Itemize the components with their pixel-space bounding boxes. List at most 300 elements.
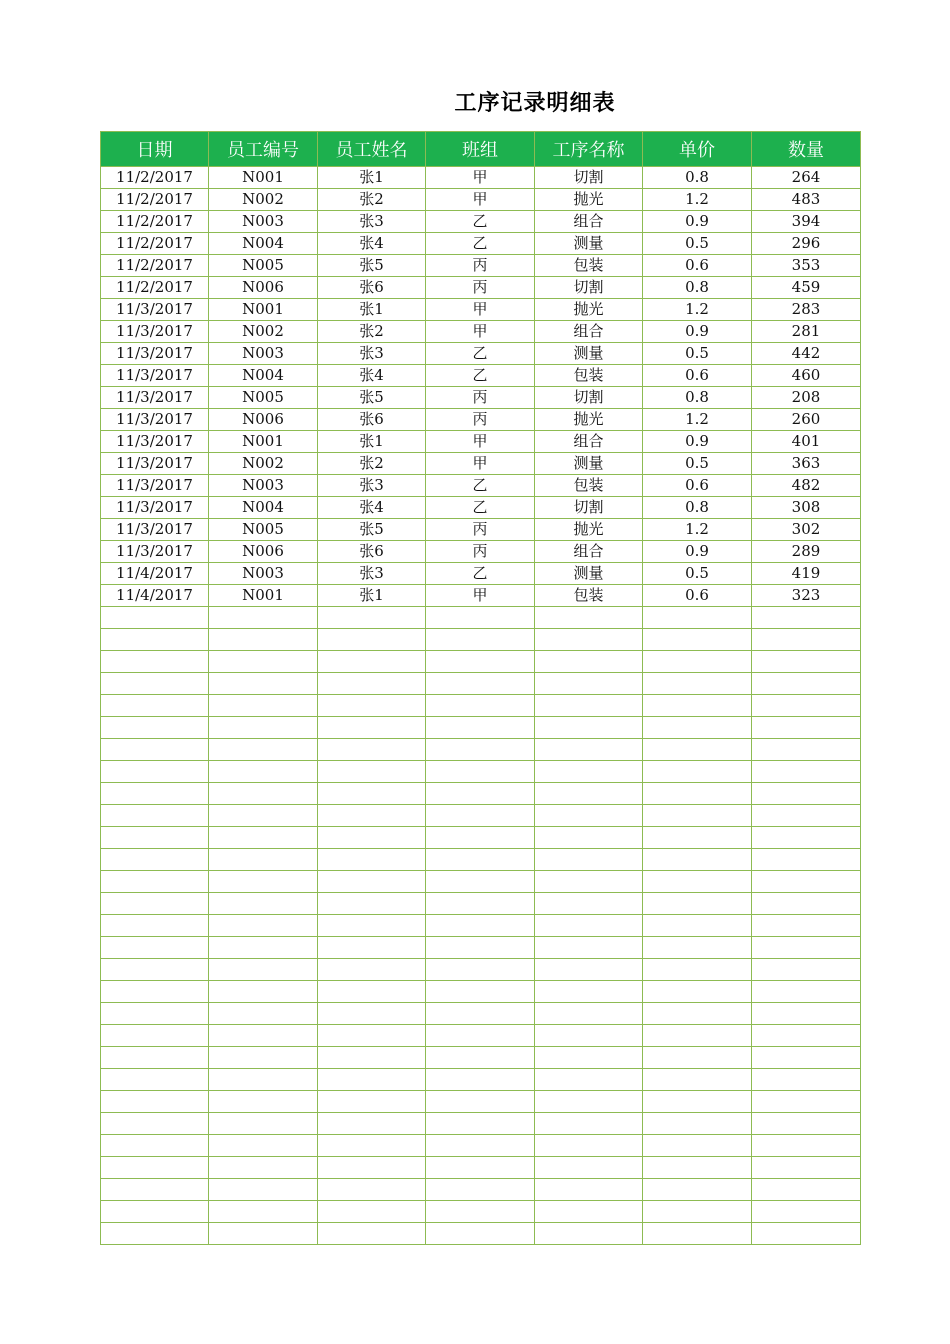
empty-cell[interactable] (101, 673, 209, 695)
empty-cell[interactable] (643, 981, 752, 1003)
quantity-cell[interactable]: 260 (752, 409, 861, 431)
empty-cell[interactable] (426, 827, 535, 849)
empty-cell[interactable] (318, 1091, 426, 1113)
date-cell[interactable]: 11/3/2017 (101, 387, 209, 409)
empty-cell[interactable] (643, 915, 752, 937)
empty-cell[interactable] (209, 937, 318, 959)
unit-price-cell[interactable]: 0.8 (643, 167, 752, 189)
empty-cell[interactable] (209, 849, 318, 871)
employee-id-cell[interactable]: N003 (209, 211, 318, 233)
empty-cell[interactable] (643, 827, 752, 849)
empty-cell[interactable] (318, 1135, 426, 1157)
empty-cell[interactable] (101, 1135, 209, 1157)
empty-cell[interactable] (426, 1091, 535, 1113)
empty-cell[interactable] (426, 783, 535, 805)
unit-price-cell[interactable]: 0.6 (643, 585, 752, 607)
employee-id-cell[interactable]: N004 (209, 365, 318, 387)
empty-cell[interactable] (426, 937, 535, 959)
empty-cell[interactable] (643, 1025, 752, 1047)
employee-name-cell[interactable]: 张3 (318, 475, 426, 497)
team-cell[interactable]: 丙 (426, 409, 535, 431)
unit-price-cell[interactable]: 0.8 (643, 497, 752, 519)
empty-cell[interactable] (101, 1069, 209, 1091)
team-cell[interactable]: 甲 (426, 321, 535, 343)
empty-cell[interactable] (101, 607, 209, 629)
empty-cell[interactable] (101, 805, 209, 827)
quantity-cell[interactable]: 483 (752, 189, 861, 211)
empty-cell[interactable] (643, 739, 752, 761)
empty-cell[interactable] (752, 805, 861, 827)
empty-cell[interactable] (318, 629, 426, 651)
empty-cell[interactable] (752, 673, 861, 695)
unit-price-cell[interactable]: 0.9 (643, 541, 752, 563)
empty-cell[interactable] (535, 1179, 643, 1201)
empty-cell[interactable] (426, 871, 535, 893)
quantity-cell[interactable]: 442 (752, 343, 861, 365)
empty-cell[interactable] (643, 1179, 752, 1201)
employee-name-cell[interactable]: 张4 (318, 365, 426, 387)
column-header-process-name[interactable]: 工序名称 (535, 132, 643, 167)
quantity-cell[interactable]: 296 (752, 233, 861, 255)
empty-cell[interactable] (752, 1047, 861, 1069)
date-cell[interactable]: 11/3/2017 (101, 541, 209, 563)
employee-id-cell[interactable]: N006 (209, 277, 318, 299)
empty-cell[interactable] (752, 937, 861, 959)
empty-cell[interactable] (101, 761, 209, 783)
employee-id-cell[interactable]: N001 (209, 167, 318, 189)
empty-cell[interactable] (426, 1223, 535, 1245)
employee-name-cell[interactable]: 张5 (318, 387, 426, 409)
process-name-cell[interactable]: 包装 (535, 475, 643, 497)
employee-id-cell[interactable]: N006 (209, 409, 318, 431)
unit-price-cell[interactable]: 0.8 (643, 387, 752, 409)
team-cell[interactable]: 丙 (426, 387, 535, 409)
quantity-cell[interactable]: 283 (752, 299, 861, 321)
date-cell[interactable]: 11/2/2017 (101, 211, 209, 233)
empty-cell[interactable] (752, 1003, 861, 1025)
unit-price-cell[interactable]: 1.2 (643, 519, 752, 541)
column-header-date[interactable]: 日期 (101, 132, 209, 167)
empty-cell[interactable] (535, 915, 643, 937)
empty-cell[interactable] (535, 1157, 643, 1179)
empty-cell[interactable] (752, 1025, 861, 1047)
empty-cell[interactable] (643, 1223, 752, 1245)
empty-cell[interactable] (318, 1047, 426, 1069)
quantity-cell[interactable]: 394 (752, 211, 861, 233)
empty-cell[interactable] (101, 937, 209, 959)
empty-cell[interactable] (101, 717, 209, 739)
empty-cell[interactable] (535, 761, 643, 783)
empty-cell[interactable] (209, 673, 318, 695)
empty-cell[interactable] (101, 1025, 209, 1047)
quantity-cell[interactable]: 401 (752, 431, 861, 453)
employee-name-cell[interactable]: 张6 (318, 541, 426, 563)
team-cell[interactable]: 甲 (426, 167, 535, 189)
empty-cell[interactable] (535, 1091, 643, 1113)
team-cell[interactable]: 乙 (426, 365, 535, 387)
empty-cell[interactable] (643, 717, 752, 739)
quantity-cell[interactable]: 302 (752, 519, 861, 541)
empty-cell[interactable] (426, 1157, 535, 1179)
empty-cell[interactable] (426, 1135, 535, 1157)
empty-cell[interactable] (643, 871, 752, 893)
quantity-cell[interactable]: 289 (752, 541, 861, 563)
empty-cell[interactable] (643, 805, 752, 827)
quantity-cell[interactable]: 308 (752, 497, 861, 519)
employee-name-cell[interactable]: 张1 (318, 585, 426, 607)
date-cell[interactable]: 11/3/2017 (101, 519, 209, 541)
empty-cell[interactable] (752, 871, 861, 893)
process-name-cell[interactable]: 切割 (535, 497, 643, 519)
empty-cell[interactable] (426, 1025, 535, 1047)
empty-cell[interactable] (318, 1003, 426, 1025)
empty-cell[interactable] (752, 717, 861, 739)
employee-id-cell[interactable]: N003 (209, 475, 318, 497)
empty-cell[interactable] (426, 673, 535, 695)
process-name-cell[interactable]: 切割 (535, 277, 643, 299)
employee-name-cell[interactable]: 张4 (318, 497, 426, 519)
empty-cell[interactable] (101, 783, 209, 805)
empty-cell[interactable] (426, 651, 535, 673)
unit-price-cell[interactable]: 1.2 (643, 299, 752, 321)
team-cell[interactable]: 丙 (426, 255, 535, 277)
empty-cell[interactable] (318, 1223, 426, 1245)
empty-cell[interactable] (752, 1179, 861, 1201)
empty-cell[interactable] (318, 651, 426, 673)
empty-cell[interactable] (643, 1069, 752, 1091)
employee-name-cell[interactable]: 张2 (318, 321, 426, 343)
team-cell[interactable]: 丙 (426, 541, 535, 563)
quantity-cell[interactable]: 323 (752, 585, 861, 607)
unit-price-cell[interactable]: 0.6 (643, 365, 752, 387)
empty-cell[interactable] (643, 651, 752, 673)
empty-cell[interactable] (209, 1069, 318, 1091)
empty-cell[interactable] (752, 849, 861, 871)
empty-cell[interactable] (426, 849, 535, 871)
empty-cell[interactable] (101, 1047, 209, 1069)
quantity-cell[interactable]: 208 (752, 387, 861, 409)
employee-name-cell[interactable]: 张3 (318, 343, 426, 365)
date-cell[interactable]: 11/3/2017 (101, 475, 209, 497)
employee-name-cell[interactable]: 张6 (318, 277, 426, 299)
empty-cell[interactable] (318, 1201, 426, 1223)
team-cell[interactable]: 丙 (426, 519, 535, 541)
empty-cell[interactable] (209, 1179, 318, 1201)
empty-cell[interactable] (318, 893, 426, 915)
empty-cell[interactable] (101, 1113, 209, 1135)
empty-cell[interactable] (101, 827, 209, 849)
unit-price-cell[interactable]: 0.5 (643, 563, 752, 585)
empty-cell[interactable] (752, 915, 861, 937)
empty-cell[interactable] (209, 717, 318, 739)
empty-cell[interactable] (752, 893, 861, 915)
employee-id-cell[interactable]: N001 (209, 299, 318, 321)
empty-cell[interactable] (535, 1201, 643, 1223)
empty-cell[interactable] (318, 849, 426, 871)
empty-cell[interactable] (426, 739, 535, 761)
empty-cell[interactable] (426, 1047, 535, 1069)
unit-price-cell[interactable]: 0.5 (643, 343, 752, 365)
empty-cell[interactable] (535, 937, 643, 959)
employee-name-cell[interactable]: 张1 (318, 167, 426, 189)
empty-cell[interactable] (101, 739, 209, 761)
empty-cell[interactable] (643, 1003, 752, 1025)
empty-cell[interactable] (209, 959, 318, 981)
empty-cell[interactable] (209, 739, 318, 761)
empty-cell[interactable] (752, 1201, 861, 1223)
employee-id-cell[interactable]: N003 (209, 343, 318, 365)
process-name-cell[interactable]: 切割 (535, 167, 643, 189)
process-name-cell[interactable]: 切割 (535, 387, 643, 409)
team-cell[interactable]: 乙 (426, 497, 535, 519)
empty-cell[interactable] (426, 629, 535, 651)
empty-cell[interactable] (426, 981, 535, 1003)
unit-price-cell[interactable]: 0.6 (643, 475, 752, 497)
employee-id-cell[interactable]: N002 (209, 321, 318, 343)
empty-cell[interactable] (426, 959, 535, 981)
empty-cell[interactable] (643, 673, 752, 695)
process-name-cell[interactable]: 抛光 (535, 299, 643, 321)
quantity-cell[interactable]: 459 (752, 277, 861, 299)
empty-cell[interactable] (752, 629, 861, 651)
process-name-cell[interactable]: 组合 (535, 541, 643, 563)
date-cell[interactable]: 11/3/2017 (101, 431, 209, 453)
process-name-cell[interactable]: 包装 (535, 585, 643, 607)
empty-cell[interactable] (209, 893, 318, 915)
process-name-cell[interactable]: 组合 (535, 431, 643, 453)
column-header-team[interactable]: 班组 (426, 132, 535, 167)
unit-price-cell[interactable]: 0.9 (643, 321, 752, 343)
date-cell[interactable]: 11/3/2017 (101, 321, 209, 343)
team-cell[interactable]: 乙 (426, 233, 535, 255)
process-name-cell[interactable]: 测量 (535, 343, 643, 365)
unit-price-cell[interactable]: 1.2 (643, 409, 752, 431)
date-cell[interactable]: 11/2/2017 (101, 277, 209, 299)
empty-cell[interactable] (101, 871, 209, 893)
employee-id-cell[interactable]: N002 (209, 453, 318, 475)
empty-cell[interactable] (535, 1069, 643, 1091)
empty-cell[interactable] (752, 1223, 861, 1245)
empty-cell[interactable] (209, 1091, 318, 1113)
empty-cell[interactable] (752, 1157, 861, 1179)
date-cell[interactable]: 11/3/2017 (101, 343, 209, 365)
unit-price-cell[interactable]: 0.6 (643, 255, 752, 277)
empty-cell[interactable] (209, 1047, 318, 1069)
empty-cell[interactable] (643, 849, 752, 871)
team-cell[interactable]: 甲 (426, 453, 535, 475)
team-cell[interactable]: 甲 (426, 585, 535, 607)
date-cell[interactable]: 11/2/2017 (101, 233, 209, 255)
empty-cell[interactable] (752, 761, 861, 783)
empty-cell[interactable] (209, 783, 318, 805)
empty-cell[interactable] (643, 629, 752, 651)
empty-cell[interactable] (209, 805, 318, 827)
empty-cell[interactable] (535, 673, 643, 695)
quantity-cell[interactable]: 419 (752, 563, 861, 585)
empty-cell[interactable] (643, 1157, 752, 1179)
empty-cell[interactable] (318, 937, 426, 959)
quantity-cell[interactable]: 460 (752, 365, 861, 387)
process-name-cell[interactable]: 抛光 (535, 409, 643, 431)
empty-cell[interactable] (209, 871, 318, 893)
empty-cell[interactable] (209, 607, 318, 629)
empty-cell[interactable] (209, 1113, 318, 1135)
process-name-cell[interactable]: 包装 (535, 255, 643, 277)
empty-cell[interactable] (318, 607, 426, 629)
empty-cell[interactable] (318, 717, 426, 739)
empty-cell[interactable] (752, 739, 861, 761)
empty-cell[interactable] (535, 607, 643, 629)
unit-price-cell[interactable]: 0.5 (643, 453, 752, 475)
date-cell[interactable]: 11/3/2017 (101, 409, 209, 431)
process-name-cell[interactable]: 抛光 (535, 189, 643, 211)
process-name-cell[interactable]: 组合 (535, 321, 643, 343)
empty-cell[interactable] (318, 761, 426, 783)
quantity-cell[interactable]: 482 (752, 475, 861, 497)
empty-cell[interactable] (426, 607, 535, 629)
empty-cell[interactable] (101, 1223, 209, 1245)
empty-cell[interactable] (101, 629, 209, 651)
empty-cell[interactable] (752, 1113, 861, 1135)
empty-cell[interactable] (643, 1113, 752, 1135)
team-cell[interactable]: 甲 (426, 189, 535, 211)
empty-cell[interactable] (318, 915, 426, 937)
empty-cell[interactable] (426, 915, 535, 937)
date-cell[interactable]: 11/2/2017 (101, 167, 209, 189)
empty-cell[interactable] (209, 651, 318, 673)
empty-cell[interactable] (426, 805, 535, 827)
date-cell[interactable]: 11/4/2017 (101, 585, 209, 607)
empty-cell[interactable] (752, 607, 861, 629)
empty-cell[interactable] (752, 1135, 861, 1157)
employee-id-cell[interactable]: N005 (209, 255, 318, 277)
empty-cell[interactable] (643, 893, 752, 915)
process-name-cell[interactable]: 测量 (535, 563, 643, 585)
empty-cell[interactable] (643, 783, 752, 805)
empty-cell[interactable] (318, 981, 426, 1003)
empty-cell[interactable] (535, 1135, 643, 1157)
process-name-cell[interactable]: 抛光 (535, 519, 643, 541)
empty-cell[interactable] (426, 695, 535, 717)
team-cell[interactable]: 乙 (426, 343, 535, 365)
empty-cell[interactable] (426, 1003, 535, 1025)
empty-cell[interactable] (752, 1069, 861, 1091)
employee-id-cell[interactable]: N005 (209, 387, 318, 409)
empty-cell[interactable] (643, 959, 752, 981)
empty-cell[interactable] (318, 1069, 426, 1091)
date-cell[interactable]: 11/3/2017 (101, 453, 209, 475)
employee-name-cell[interactable]: 张3 (318, 211, 426, 233)
empty-cell[interactable] (752, 783, 861, 805)
empty-cell[interactable] (101, 849, 209, 871)
quantity-cell[interactable]: 264 (752, 167, 861, 189)
empty-cell[interactable] (643, 1091, 752, 1113)
employee-id-cell[interactable]: N002 (209, 189, 318, 211)
team-cell[interactable]: 乙 (426, 563, 535, 585)
empty-cell[interactable] (752, 651, 861, 673)
empty-cell[interactable] (535, 1047, 643, 1069)
empty-cell[interactable] (318, 959, 426, 981)
empty-cell[interactable] (535, 805, 643, 827)
empty-cell[interactable] (535, 1223, 643, 1245)
empty-cell[interactable] (752, 695, 861, 717)
quantity-cell[interactable]: 363 (752, 453, 861, 475)
employee-name-cell[interactable]: 张4 (318, 233, 426, 255)
employee-id-cell[interactable]: N001 (209, 431, 318, 453)
empty-cell[interactable] (426, 1113, 535, 1135)
empty-cell[interactable] (101, 695, 209, 717)
empty-cell[interactable] (318, 871, 426, 893)
empty-cell[interactable] (426, 717, 535, 739)
empty-cell[interactable] (318, 827, 426, 849)
empty-cell[interactable] (535, 893, 643, 915)
empty-cell[interactable] (101, 893, 209, 915)
empty-cell[interactable] (535, 739, 643, 761)
empty-cell[interactable] (101, 981, 209, 1003)
empty-cell[interactable] (426, 761, 535, 783)
team-cell[interactable]: 乙 (426, 475, 535, 497)
employee-id-cell[interactable]: N004 (209, 233, 318, 255)
date-cell[interactable]: 11/2/2017 (101, 255, 209, 277)
date-cell[interactable]: 11/3/2017 (101, 365, 209, 387)
empty-cell[interactable] (426, 1069, 535, 1091)
unit-price-cell[interactable]: 0.9 (643, 211, 752, 233)
column-header-employee-id[interactable]: 员工编号 (209, 132, 318, 167)
empty-cell[interactable] (535, 695, 643, 717)
empty-cell[interactable] (209, 1135, 318, 1157)
empty-cell[interactable] (643, 695, 752, 717)
empty-cell[interactable] (535, 1113, 643, 1135)
empty-cell[interactable] (426, 1201, 535, 1223)
empty-cell[interactable] (535, 1025, 643, 1047)
column-header-employee-name[interactable]: 员工姓名 (318, 132, 426, 167)
unit-price-cell[interactable]: 0.5 (643, 233, 752, 255)
employee-name-cell[interactable]: 张5 (318, 519, 426, 541)
employee-name-cell[interactable]: 张5 (318, 255, 426, 277)
empty-cell[interactable] (535, 1003, 643, 1025)
unit-price-cell[interactable]: 0.8 (643, 277, 752, 299)
empty-cell[interactable] (426, 893, 535, 915)
empty-cell[interactable] (426, 1179, 535, 1201)
empty-cell[interactable] (643, 1135, 752, 1157)
empty-cell[interactable] (209, 695, 318, 717)
empty-cell[interactable] (209, 1003, 318, 1025)
empty-cell[interactable] (318, 739, 426, 761)
unit-price-cell[interactable]: 0.9 (643, 431, 752, 453)
empty-cell[interactable] (318, 1113, 426, 1135)
empty-cell[interactable] (535, 717, 643, 739)
empty-cell[interactable] (535, 981, 643, 1003)
process-name-cell[interactable]: 组合 (535, 211, 643, 233)
empty-cell[interactable] (752, 827, 861, 849)
empty-cell[interactable] (752, 1091, 861, 1113)
employee-id-cell[interactable]: N005 (209, 519, 318, 541)
empty-cell[interactable] (209, 1157, 318, 1179)
process-name-cell[interactable]: 测量 (535, 453, 643, 475)
employee-id-cell[interactable]: N006 (209, 541, 318, 563)
empty-cell[interactable] (535, 827, 643, 849)
quantity-cell[interactable]: 353 (752, 255, 861, 277)
empty-cell[interactable] (535, 871, 643, 893)
empty-cell[interactable] (643, 607, 752, 629)
empty-cell[interactable] (535, 849, 643, 871)
date-cell[interactable]: 11/3/2017 (101, 299, 209, 321)
empty-cell[interactable] (101, 651, 209, 673)
process-name-cell[interactable]: 测量 (535, 233, 643, 255)
empty-cell[interactable] (318, 1025, 426, 1047)
empty-cell[interactable] (101, 959, 209, 981)
team-cell[interactable]: 甲 (426, 431, 535, 453)
